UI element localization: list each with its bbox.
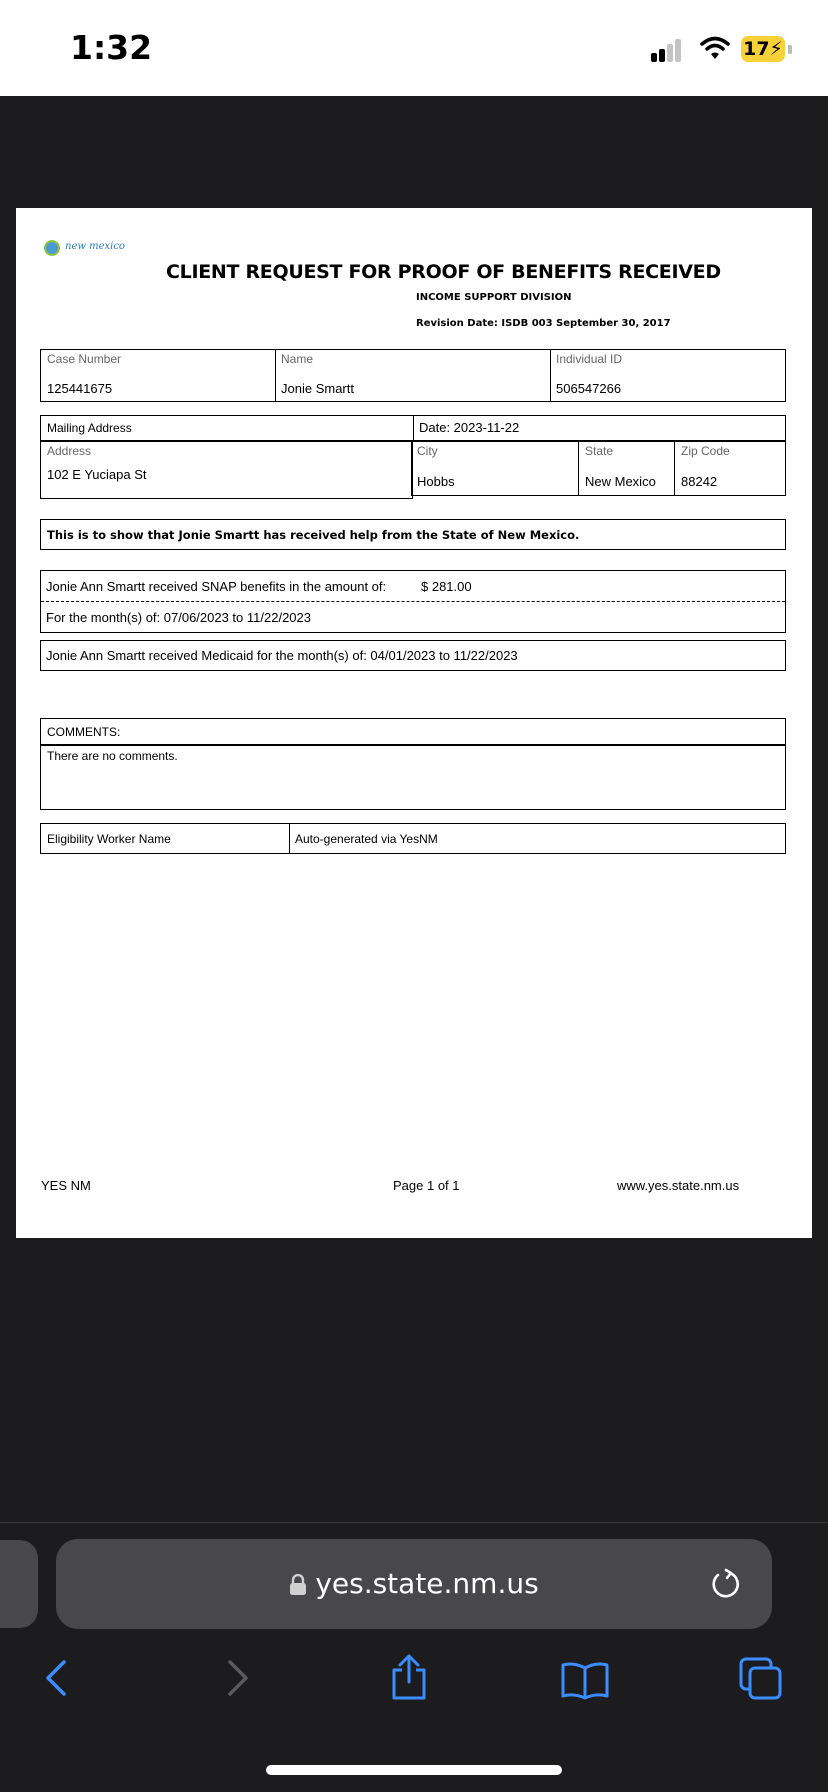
- eligibility-worker-box: [40, 823, 786, 854]
- battery-icon: 17⚡: [741, 36, 785, 62]
- share-icon[interactable]: [388, 1652, 430, 1702]
- toolbar-divider: [0, 1522, 828, 1523]
- eligibility-worker-label: Eligibility Worker Name: [47, 832, 171, 846]
- zip-value: 88242: [681, 474, 718, 489]
- case-number-cell: [41, 350, 275, 401]
- tabs-icon[interactable]: [738, 1656, 784, 1702]
- state-label: State: [585, 444, 614, 458]
- logo-emblem-icon: [44, 240, 60, 256]
- address-value: 102 E Yuciapa St: [47, 467, 147, 482]
- page-title: CLIENT REQUEST FOR PROOF OF BENEFITS RECEIVED: [166, 261, 721, 283]
- mailing-address-header: [40, 415, 786, 442]
- document-page: [16, 208, 812, 1238]
- snap-amount: $ 281.00: [421, 579, 472, 594]
- individual-id-cell: [550, 350, 785, 401]
- snap-months: For the month(s) of: 07/06/2023 to 11/22/2023: [46, 610, 311, 625]
- wifi-icon: [700, 36, 730, 60]
- back-icon[interactable]: [42, 1658, 72, 1698]
- bookmarks-icon[interactable]: [560, 1660, 610, 1700]
- revision-date: Revision Date: ISDB 003 September 30, 2017: [416, 318, 671, 329]
- footer-website: www.yes.state.nm.us: [617, 1178, 740, 1193]
- individual-id-value: 506547266: [556, 381, 622, 396]
- comments-label: COMMENTS:: [47, 725, 121, 739]
- address-bar[interactable]: [56, 1539, 772, 1629]
- previous-tab-preview[interactable]: [0, 1540, 38, 1628]
- city-cell: [412, 441, 578, 495]
- reload-icon[interactable]: [708, 1567, 742, 1601]
- comments-text: There are no comments.: [47, 749, 178, 763]
- forward-icon[interactable]: [222, 1658, 252, 1698]
- snap-text: Jonie Ann Smartt received SNAP benefits in the amount of:: [46, 579, 387, 594]
- zip-cell: [674, 441, 785, 495]
- case-number-value: 125441675: [47, 381, 113, 396]
- logo-text: new mexico: [65, 241, 125, 252]
- battery-nub: [788, 45, 792, 54]
- url-text: yes.state.nm.us: [315, 1567, 539, 1600]
- statement-box: [40, 519, 786, 550]
- city-state-zip-box: [411, 440, 786, 496]
- city-value: Hobbs: [417, 474, 455, 489]
- state-cell: [578, 441, 674, 495]
- dashed-divider: [41, 601, 785, 602]
- medicaid-text: Jonie Ann Smartt received Medicaid for the month(s) of: 04/01/2023 to 11/22/2023: [46, 648, 518, 663]
- footer-left: YES NM: [41, 1178, 91, 1193]
- eligibility-worker-value: Auto-generated via YesNM: [295, 832, 438, 846]
- address-cell: [40, 440, 413, 499]
- battery-level: 17: [743, 38, 770, 60]
- statement-text: This is to show that Jonie Smartt has received help from the State of New Mexico.: [47, 528, 580, 542]
- date-cell: [413, 416, 785, 441]
- date-value: Date: 2023-11-22: [419, 420, 520, 435]
- status-time: 1:32: [70, 28, 153, 67]
- division-label: INCOME SUPPORT DIVISION: [416, 292, 572, 303]
- city-label: City: [417, 444, 438, 458]
- snap-box: [40, 570, 786, 633]
- name-cell: [275, 350, 550, 401]
- individual-id-label: Individual ID: [556, 352, 623, 366]
- home-indicator: [266, 1765, 562, 1775]
- zip-label: Zip Code: [681, 444, 730, 458]
- address-bar-url-row: [56, 1567, 772, 1600]
- comments-body: [40, 744, 786, 810]
- name-label: Name: [281, 352, 314, 366]
- yes-nm-logo: [44, 238, 134, 258]
- address-label: Address: [47, 444, 92, 458]
- state-value: New Mexico: [585, 474, 656, 489]
- status-bar: [0, 0, 828, 96]
- eligibility-worker-value-cell: [289, 824, 785, 853]
- cellular-signal-icon: [651, 38, 685, 62]
- lock-icon: [289, 1574, 307, 1596]
- name-value: Jonie Smartt: [281, 381, 354, 396]
- medicaid-box: [40, 640, 786, 671]
- page-number: Page 1 of 1: [393, 1178, 460, 1193]
- case-info-box: [40, 349, 786, 402]
- mailing-address-label: Mailing Address: [47, 421, 132, 435]
- case-number-label: Case Number: [47, 352, 122, 366]
- comments-header: [40, 718, 786, 746]
